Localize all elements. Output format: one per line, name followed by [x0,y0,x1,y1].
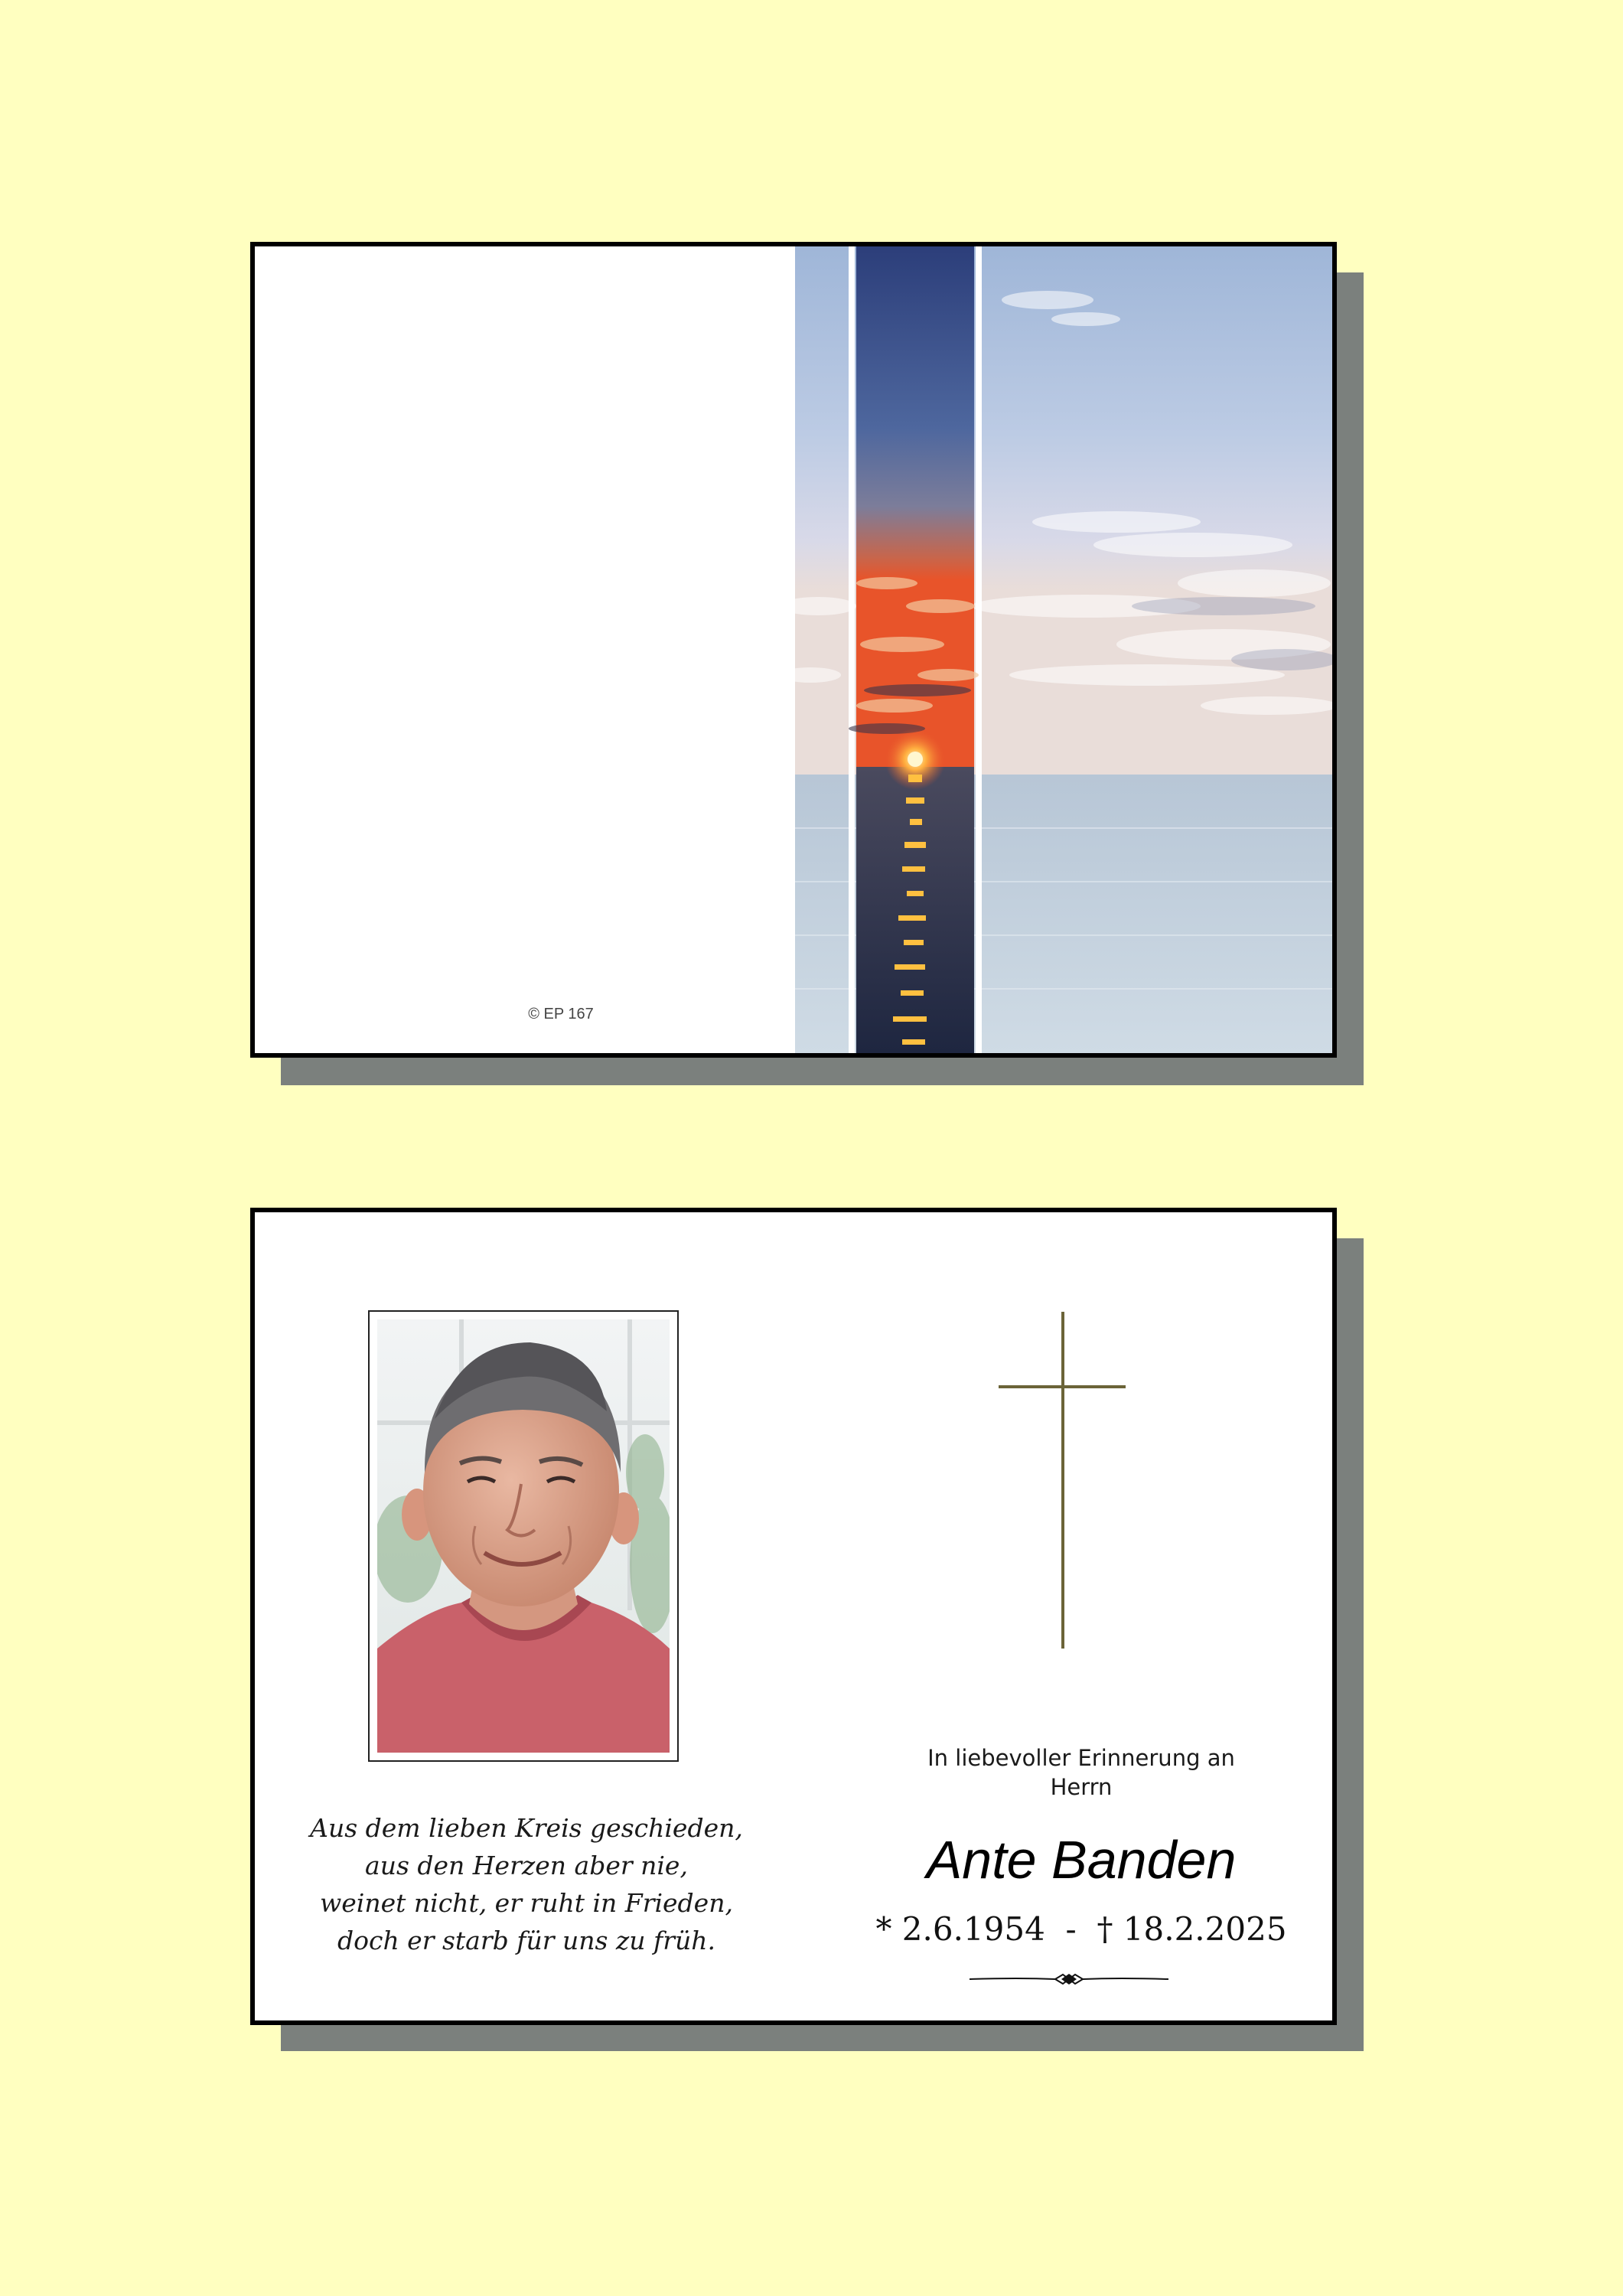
birth-date: * 2.6.1954 [875,1910,1045,1948]
copyright-note: © EP 167 [528,1006,594,1022]
death-date: † 18.2.2025 [1097,1910,1287,1948]
poem-line: Aus dem lieben Kreis geschieden, [310,1813,743,1843]
life-dates [821,1910,1337,1948]
memory-intro: In liebevoller Erinnerung an [927,1745,1235,1771]
memorial-poem [301,1809,752,1959]
sunset-sea-image [795,246,1337,1053]
ornament-divider [970,1971,1168,1987]
poem-line: doch er starb für uns zu früh. [337,1926,716,1955]
portrait-frame [368,1310,679,1762]
cross-icon [999,1312,1129,1649]
portrait-photo [377,1319,670,1753]
date-separator: - [1065,1910,1077,1948]
front-card [250,242,1337,1058]
poem-line: aus den Herzen aber nie, [365,1851,688,1880]
back-card [250,1208,1337,2025]
deceased-name: Ante Banden [926,1830,1237,1890]
poem-line: weinet nicht, er ruht in Frieden, [320,1888,733,1918]
memory-title: Herrn [1050,1774,1113,1800]
